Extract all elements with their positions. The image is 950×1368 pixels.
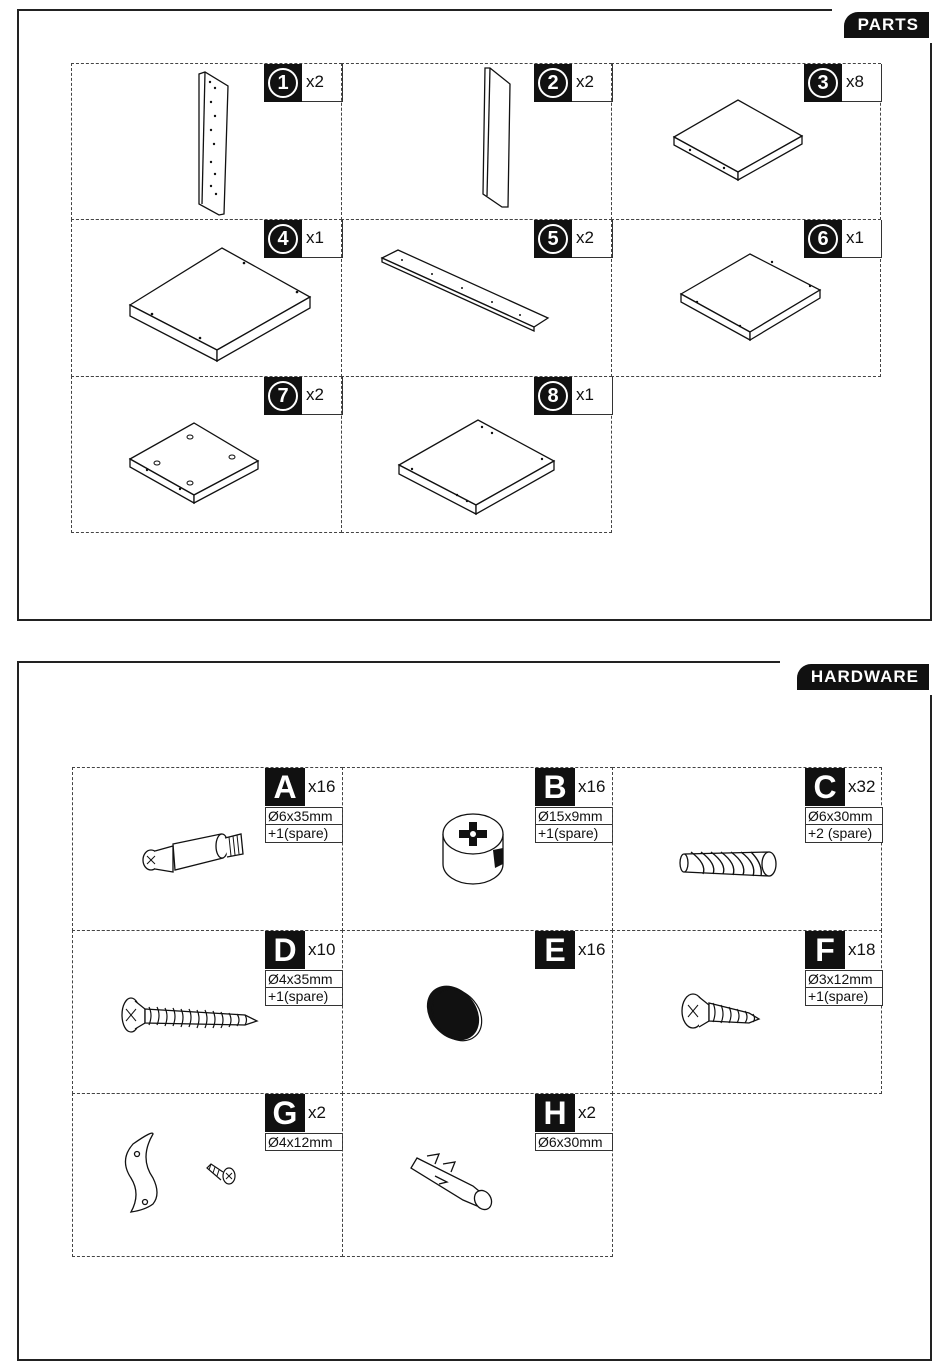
part-number-badge: 7 xyxy=(264,377,302,415)
top-board-illustration xyxy=(72,220,343,378)
part-qty: x2 xyxy=(302,64,343,102)
hardware-spare: +1(spare) xyxy=(805,987,883,1006)
hardware-size: Ø4x35mm xyxy=(265,970,343,988)
wall-anchor-illustration xyxy=(343,1094,614,1258)
part-number-badge: 8 xyxy=(534,377,572,415)
divider-board-illustration xyxy=(72,377,343,534)
part-cell-3 xyxy=(611,63,881,220)
cover-cap-illustration xyxy=(343,931,614,1095)
hardware-qty: x2 xyxy=(308,1103,326,1122)
part-number-badge: 1 xyxy=(264,64,302,102)
hardware-spare: +1(spare) xyxy=(535,824,613,843)
part-qty: x2 xyxy=(572,220,613,258)
part-qty: x1 xyxy=(842,220,882,258)
hardware-spare: +1(spare) xyxy=(265,987,343,1006)
hardware-qty: x10 xyxy=(308,940,336,959)
side-panel-drilled-illustration xyxy=(72,64,343,221)
hardware-size: Ø6x30mm xyxy=(805,807,883,825)
hardware-size: Ø3x12mm xyxy=(805,970,883,988)
hardware-cell-f xyxy=(612,930,882,1094)
hardware-letter: H xyxy=(535,1094,575,1132)
part-number-badge: 6 xyxy=(804,220,842,258)
part-qty: x8 xyxy=(842,64,882,102)
hardware-cell-a xyxy=(72,767,343,931)
parts-tab-label: PARTS xyxy=(844,12,929,38)
bottom-board-illustration xyxy=(342,377,613,534)
part-cell-2 xyxy=(341,63,612,220)
part-cell-5 xyxy=(341,219,612,377)
wood-dowel-illustration xyxy=(613,768,883,932)
shelf-board-illustration xyxy=(612,64,882,221)
hardware-size: Ø15x9mm xyxy=(535,807,613,825)
hardware-letter: F xyxy=(805,931,845,969)
parts-tab xyxy=(832,9,932,43)
hardware-tab-label: HARDWARE xyxy=(797,664,929,690)
hardware-tab xyxy=(780,661,932,695)
hardware-letter: E xyxy=(535,931,575,969)
long-screw-illustration xyxy=(73,931,344,1095)
part-number-badge: 5 xyxy=(534,220,572,258)
hardware-size: Ø6x30mm xyxy=(535,1133,613,1151)
part-number-badge: 3 xyxy=(804,64,842,102)
hardware-spare: +2 (spare) xyxy=(805,824,883,843)
hardware-cell-g xyxy=(72,1093,343,1257)
hardware-size: Ø4x12mm xyxy=(265,1133,343,1151)
hardware-spare: +1(spare) xyxy=(265,824,343,843)
hardware-cell-e xyxy=(342,930,613,1094)
part-qty: x1 xyxy=(572,377,613,415)
part-qty: x2 xyxy=(302,377,343,415)
part-number-badge: 2 xyxy=(534,64,572,102)
hardware-letter: D xyxy=(265,931,305,969)
hardware-cell-c xyxy=(612,767,882,931)
back-panel-illustration xyxy=(342,220,613,378)
part-qty: x1 xyxy=(302,220,343,258)
hardware-size: Ø6x35mm xyxy=(265,807,343,825)
hardware-qty: x16 xyxy=(578,777,606,796)
part-cell-8 xyxy=(341,376,612,533)
hardware-qty: x16 xyxy=(308,777,336,796)
part-cell-1 xyxy=(71,63,342,220)
short-screw-illustration xyxy=(613,931,883,1095)
cam-bolt-illustration xyxy=(73,768,344,932)
side-panel-illustration xyxy=(342,64,613,221)
part-qty: x2 xyxy=(572,64,613,102)
hardware-letter: A xyxy=(265,768,305,806)
small-board-illustration xyxy=(612,220,882,378)
wall-bracket-illustration xyxy=(73,1094,344,1258)
hardware-qty: x18 xyxy=(848,940,876,959)
cam-lock-illustration xyxy=(343,768,614,932)
hardware-qty: x2 xyxy=(578,1103,596,1122)
hardware-cell-b xyxy=(342,767,613,931)
hardware-cell-d xyxy=(72,930,343,1094)
hardware-cell-h xyxy=(342,1093,613,1257)
hardware-letter: C xyxy=(805,768,845,806)
part-cell-7 xyxy=(71,376,342,533)
part-number-badge: 4 xyxy=(264,220,302,258)
hardware-qty: x32 xyxy=(848,777,876,796)
part-cell-6 xyxy=(611,219,881,377)
hardware-letter: B xyxy=(535,768,575,806)
hardware-qty: x16 xyxy=(578,940,606,959)
hardware-letter: G xyxy=(265,1094,305,1132)
part-cell-4 xyxy=(71,219,342,377)
